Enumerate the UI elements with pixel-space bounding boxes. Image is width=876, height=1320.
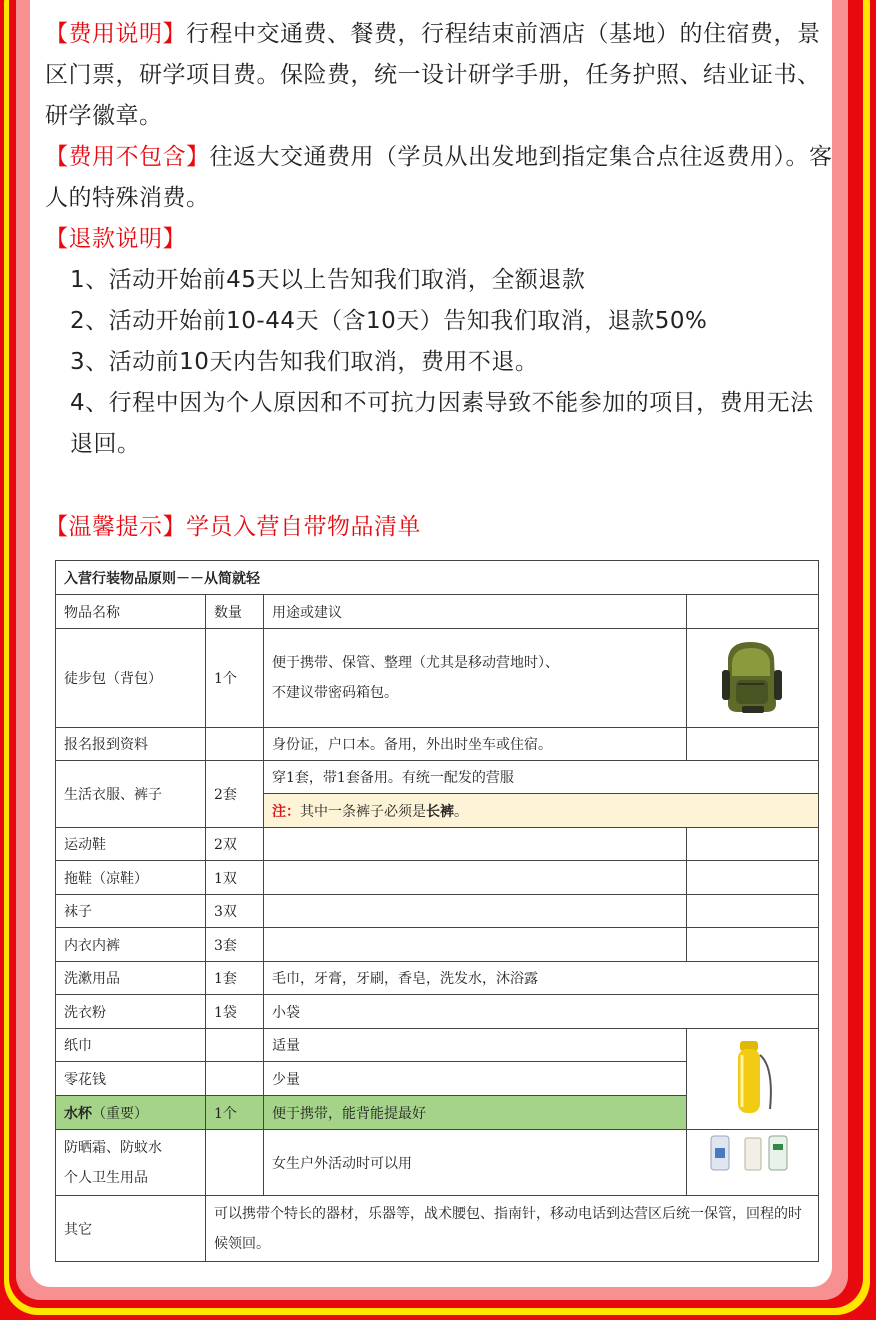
- cell-qty: 1套: [206, 962, 264, 995]
- table-row: [56, 629, 819, 728]
- cell-image: [687, 928, 819, 962]
- header-item-name: 物品名称: [56, 595, 206, 629]
- backpack-icon: [718, 636, 788, 716]
- cell-item-name: 纸巾: [56, 1029, 206, 1062]
- header-qty: 数量: [206, 595, 264, 629]
- note-text: 其中一条裤子必须是: [300, 803, 426, 820]
- cell-item-name: 拖鞋（凉鞋）: [56, 861, 206, 895]
- table-row: [56, 1196, 819, 1262]
- table-row: [56, 895, 819, 928]
- table-title-row: [56, 561, 819, 595]
- cell-use: 小袋: [264, 995, 819, 1029]
- cell-item-name: 内衣内裤: [56, 928, 206, 962]
- backpack-image-cell: [687, 629, 819, 728]
- cell-qty: [206, 1130, 264, 1196]
- cell-qty: 2套: [206, 761, 264, 828]
- cell-use: 毛巾，牙膏，牙刷，香皂，洗发水，沐浴露: [264, 962, 819, 995]
- note-text-end: 。: [454, 803, 468, 820]
- table-row: [56, 962, 819, 995]
- header-use: 用途或建议: [264, 595, 687, 629]
- packing-list-table: [55, 560, 819, 1262]
- cell-item-name: 袜子: [56, 895, 206, 928]
- sunscreen-icon: [705, 1134, 801, 1174]
- note-bold: 长裤: [426, 803, 454, 820]
- refund-label: 【退款说明】: [45, 226, 186, 252]
- cell-image: [687, 895, 819, 928]
- cell-qty: [206, 728, 264, 761]
- header-image: [687, 595, 819, 629]
- fee-exclude-paragraph: [45, 137, 832, 219]
- cell-item-name: 零花钱: [56, 1062, 206, 1096]
- cell-qty: [206, 1062, 264, 1096]
- cell-item-name: 洗漱用品: [56, 962, 206, 995]
- cell-qty: 1个: [206, 629, 264, 728]
- cell-image: [687, 861, 819, 895]
- cell-use: 适量: [264, 1029, 687, 1062]
- cell-item-name: 其它: [56, 1196, 206, 1262]
- cell-use: 女生户外活动时可以用: [264, 1130, 687, 1196]
- cell-item-name: 生活衣服、裤子: [56, 761, 206, 828]
- table-row: [56, 928, 819, 962]
- cell-use: 穿1套，带1套备用。有统一配发的营服: [264, 761, 819, 794]
- cell-use: [264, 828, 687, 861]
- cell-use: [264, 928, 687, 962]
- cell-use: 便于携带，能背能提最好: [264, 1096, 687, 1130]
- water-bottle-image-cell: [687, 1029, 819, 1130]
- cell-use: [264, 895, 687, 928]
- table-row: [56, 761, 819, 794]
- cell-qty: 3套: [206, 928, 264, 962]
- cup-name-bold: 水杯: [64, 1105, 92, 1122]
- cell-image: [687, 728, 819, 761]
- refund-item-2: 2、活动开始前10-44天（含10天）告知我们取消，退款50%: [70, 308, 708, 334]
- cell-qty: 1个: [206, 1096, 264, 1130]
- refund-heading: [45, 219, 832, 260]
- cell-item-name: 运动鞋: [56, 828, 206, 861]
- cell-qty: 2双: [206, 828, 264, 861]
- cell-use: [264, 861, 687, 895]
- table-row: [56, 995, 819, 1029]
- cell-item-name: [56, 1096, 206, 1130]
- cup-name-rest: （重要）: [92, 1105, 148, 1122]
- table-row: [56, 728, 819, 761]
- fee-exclude-label: 【费用不包含】: [45, 144, 210, 170]
- table-row: [56, 1029, 819, 1062]
- fee-include-label: 【费用说明】: [45, 21, 186, 47]
- cell-item-name: 徒步包（背包）: [56, 629, 206, 728]
- cell-qty: 3双: [206, 895, 264, 928]
- fee-include-paragraph: [45, 14, 832, 137]
- note-label: 注：: [272, 803, 300, 820]
- tips-heading: [45, 508, 421, 541]
- content-card: [30, 0, 832, 1287]
- refund-item-4: 4、行程中因为个人原因和不可抗力因素导致不能参加的项目，费用无法退回。: [70, 390, 814, 457]
- cell-image: [687, 828, 819, 861]
- refund-item-3: 3、活动前10天内告知我们取消，费用不退。: [70, 349, 539, 375]
- cell-qty: 1双: [206, 861, 264, 895]
- tips-label: 【温馨提示】: [45, 514, 186, 540]
- name-line: 防晒霜、防蚊水: [64, 1139, 162, 1156]
- cell-use: 可以携带个特长的器材，乐器等，战术腰包、指南针，移动电话到达营区后统一保管，回程的时候领回。: [206, 1196, 819, 1262]
- cell-item-name: [56, 1130, 206, 1196]
- table-header-row: [56, 595, 819, 629]
- table-row: [56, 828, 819, 861]
- refund-item-1: 1、活动开始前45天以上告知我们取消，全额退款: [70, 267, 586, 293]
- use-line: 便于携带、保管、整理（尤其是移动营地时）、: [272, 655, 559, 671]
- clothes-note: [264, 794, 819, 828]
- cell-use: [264, 629, 687, 728]
- tips-title: 学员入营自带物品清单: [186, 514, 421, 540]
- use-line: 不建议带密码箱包。: [272, 685, 398, 701]
- cell-use: 身份证，户口本。备用，外出时坐车或住宿。: [264, 728, 687, 761]
- table-row: [56, 1130, 819, 1196]
- cell-item-name: 报名报到资料: [56, 728, 206, 761]
- water-bottle-icon: [728, 1039, 778, 1115]
- cell-item-name: 洗衣粉: [56, 995, 206, 1029]
- fee-exclude-text: 往返大交通费用（学员从出发地到指定集合点往返费用）。客人的特殊消费。: [45, 144, 832, 211]
- fee-include-text: 行程中交通费、餐费，行程结束前酒店（基地）的住宿费，景区门票，研学项目费。保险费，统一设计研学手册，任务护照、结业证书、研学徽章。: [45, 21, 821, 129]
- cell-use: 少量: [264, 1062, 687, 1096]
- cell-qty: [206, 1029, 264, 1062]
- toiletry-image-cell: [687, 1130, 819, 1196]
- table-principle: 入营行装物品原则－－从简就轻: [56, 561, 819, 595]
- cell-qty: 1袋: [206, 995, 264, 1029]
- table-row: [56, 861, 819, 895]
- name-line: 个人卫生用品: [64, 1169, 148, 1186]
